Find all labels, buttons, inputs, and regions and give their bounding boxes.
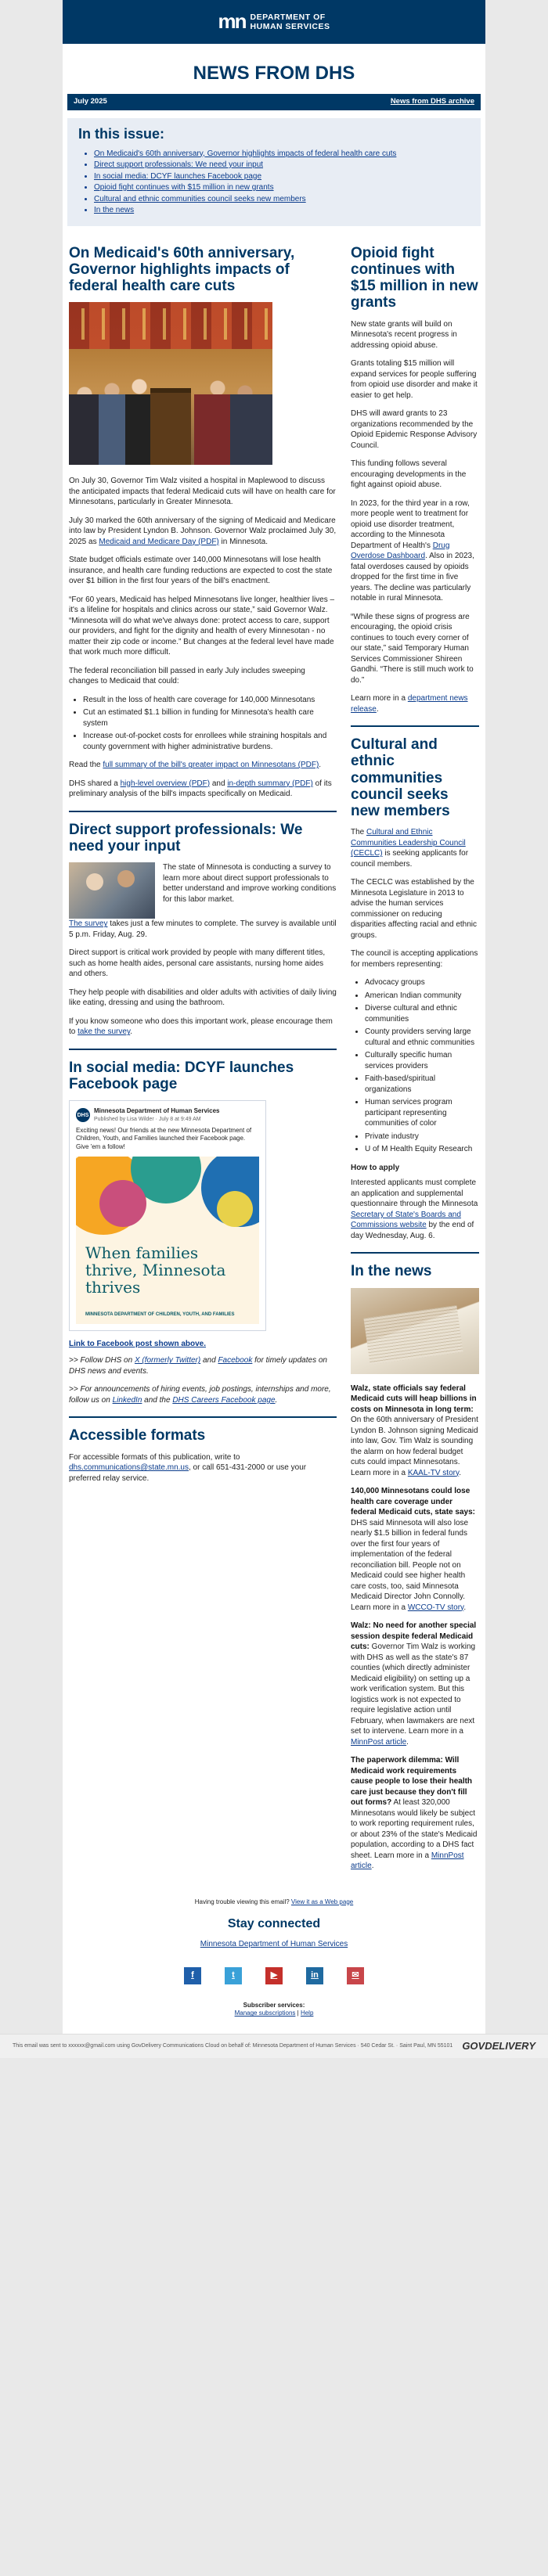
dcyf-graphic	[76, 1157, 259, 1324]
list-item: • Human services program participant representing communities of color	[365, 1097, 479, 1129]
opioid-heading: Opioid fight continues with $15 million in new grants	[351, 244, 478, 311]
sos-boards-link[interactable]: Secretary of State's Boards and Commissions website	[351, 1210, 461, 1230]
social-p2: >> For announcements of hiring events, job postings, internships and more, follow us on LinkedIn and the DHS Careers Facebook page.	[69, 1385, 331, 1405]
opioid-p4: This funding follows several encouraging developments in the fight against opioid abuse.	[351, 459, 467, 490]
content-columns	[63, 226, 485, 1880]
take-survey-link[interactable]: take the survey	[78, 1027, 131, 1037]
medicaid-p1: On July 30, Governor Tim Walz visited a hospital in Maplewood to discuss the anticipated impacts that federal Medicaid cuts will have on health care for Minnesotans, particularly in Greater Minnesota.	[69, 477, 336, 507]
list-item: • Cut an estimated $1.1 billion in funding for Minnesota's health care system	[83, 707, 337, 729]
medicaid-p6: Read the full summary of the bill's greater impact on Minnesotans (PDF).	[69, 761, 322, 770]
dhs-logo-text: DEPARTMENT OF HUMAN SERVICES	[250, 12, 330, 31]
news-item: Walz, state officials say federal Medicaid cuts will heap billions in costs on Minnesota in long term: On the 60th anniversary of President Lyndon B. Johnson signing Medicaid into law, Gov. Tim Walz is sounding the alarm on how federal budget cuts could impact Minnesotans. Learn more in a KAAL-TV story.	[351, 1383, 478, 1477]
list-item: • Result in the loss of health care coverage for 140,000 Minnesotans	[83, 695, 337, 706]
kaal-story-link[interactable]: KAAL-TV story	[407, 1468, 460, 1477]
cultural-p3: The council is accepting applications for members representing:	[351, 949, 478, 969]
in-depth-summary-link[interactable]: in-depth summary (PDF)	[227, 779, 313, 788]
cultural-bullets	[351, 977, 479, 1155]
accessible-heading: Accessible formats	[69, 1427, 206, 1445]
issue-link-social[interactable]: In social media: DCYF launches Facebook page	[94, 171, 262, 181]
ceclc-link[interactable]: Cultural and Ethnic Communities Leadership Council (CECLC)	[351, 828, 466, 858]
in-this-issue-box	[67, 118, 481, 225]
cultural-p4: Interested applicants must complete an application and supplemental questionnaire through the Minnesota Secretary of State's Boards and Commissions website by the end of day Wednesday, Aug. 6.	[351, 1178, 478, 1240]
overview-link[interactable]: high-level overview (PDF)	[120, 779, 211, 788]
email-container	[63, 0, 485, 2034]
fb-post-author: Minnesota Department of Human Services	[94, 1107, 220, 1115]
section-divider	[351, 1252, 479, 1254]
dcyf-logo-text: MINNESOTA DEPARTMENT OF CHILDREN, YOUTH, AND FAMILIES	[85, 1311, 235, 1317]
youtube-icon[interactable]: ▶	[265, 1967, 283, 1984]
issue-link-news[interactable]: In the news	[94, 206, 135, 214]
x-link[interactable]: X (formerly Twitter)	[134, 1356, 201, 1365]
fb-post-meta: Published by Lisa Wilder · July 8 at 9:49 AM	[94, 1117, 201, 1123]
facebook-post-link[interactable]: Link to Facebook post shown above.	[69, 1339, 207, 1348]
dsp-p3: Direct support is critical work provided by people with many different titles, such as home health aides, personal care assistants, nursing home aides and others.	[69, 948, 326, 979]
social-heading: In social media: DCYF launches Facebook page	[69, 1059, 294, 1093]
issue-item	[94, 149, 470, 160]
accessible-p1: For accessible formats of this publication, write to dhs.communications@state.mn.us, or call 651-431-2000 or use your preferred relay service.	[69, 1452, 307, 1483]
cultural-p1: The Cultural and Ethnic Communities Leadership Council (CECLC) is seeking applicants for council members.	[351, 828, 469, 869]
overdose-dashboard-link[interactable]: Drug Overdose Dashboard	[351, 541, 450, 561]
dsp-p2: The survey takes just a few minutes to complete. The survey is available until 5 p.m. Friday, Aug. 29.	[69, 919, 337, 939]
medicaid-p7: DHS shared a high-level overview (PDF) and in-depth summary (PDF) of its preliminary analysis of the bill's impacts specifically on Medicaid.	[69, 779, 332, 799]
dsp-intro	[69, 862, 337, 919]
avatar: DHS	[76, 1108, 90, 1122]
dsp-p5: If you know someone who does this important work, please encourage them to take the survey.	[69, 1016, 333, 1037]
issue-item	[94, 160, 470, 171]
list-item: • American Indian community	[365, 991, 479, 1002]
news-item: 140,000 Minnesotans could lose health care coverage under federal Medicaid cuts, state says: DHS said Minnesota will also lose nearly $1.5 billion in federal funds over the first four years of implementation of the federal reconciliation bill. People not on Medicaid could see higher health care costs, too, said Minnesota Medicaid Director John Connolly. Learn more in a WCCO-TV story.	[351, 1487, 475, 1612]
archive-link[interactable]: News from DHS archive	[390, 97, 474, 106]
list-item: • Faith-based/spiritual organizations	[365, 1074, 479, 1095]
opioid-p6: “While these signs of progress are encouraging, the opioid crisis continues to touch every corner of our state,” said Temporary Human Services Commissioner Shireen Gandhi. “There is still much work to do.”	[351, 612, 474, 685]
linkedin-icon[interactable]: in	[306, 1967, 323, 1984]
help-link[interactable]: Help	[300, 2009, 314, 2017]
medicaid-bullets	[69, 695, 337, 753]
list-item: • County providers serving large cultural and ethnic communities	[365, 1027, 479, 1048]
section-divider	[69, 1416, 337, 1418]
govdelivery-logo: GOVDELIVERY	[462, 2040, 535, 2053]
issue-item	[94, 171, 470, 183]
web-page-link[interactable]: View it as a Web page	[290, 1898, 354, 1905]
facebook-icon[interactable]: f	[184, 1967, 201, 1984]
dsp-p4: They help people with disabilities and older adults with activities of daily living like eating, dressing and using the bathroom.	[69, 988, 337, 1008]
caregiver-photo	[69, 862, 155, 919]
trouble-viewing: Having trouble viewing this email? View it as a Web page	[194, 1898, 354, 1905]
list-item: • Diverse cultural and ethnic communities	[365, 1003, 479, 1024]
full-summary-link[interactable]: full summary of the bill's greater impact on Minnesotans (PDF)	[103, 761, 319, 770]
right-column	[351, 245, 479, 1880]
newspaper-photo	[351, 1288, 479, 1374]
news-release-link[interactable]: department news release	[351, 694, 468, 714]
issue-link-opioid[interactable]: Opioid fight continues with $15 million in new grants	[94, 183, 274, 192]
careers-facebook-link[interactable]: DHS Careers Facebook page	[172, 1395, 276, 1405]
issue-item	[94, 194, 470, 206]
issue-link-cultural[interactable]: Cultural and ethnic communities council seeks new members	[94, 194, 306, 203]
governor-press-photo	[69, 302, 272, 465]
dhs-header	[63, 0, 485, 44]
survey-link[interactable]: The survey	[69, 919, 108, 929]
list-item: • Culturally specific human services providers	[365, 1050, 479, 1071]
news-item: Walz: No need for another special session despite federal Medicaid cuts: Governor Tim Walz is working with DHS as well as the state's 87 counties (which directly administer Medicaid eligibility) on setting up a work verification system. But this logistics work is not expected to require legislative action until February, when lawmakers are next set to intervene. Learn more in a MinnPost article.	[351, 1621, 477, 1747]
medicaid-day-link[interactable]: Medicaid and Medicare Day (PDF)	[99, 537, 219, 546]
medicaid-p2: July 30 marked the 60th anniversary of the signing of Medicaid and Medicare into law by President Lyndon B. Johnson. Governor Walz proclaimed July 30, 2025 as Medicaid and Medicare Day (PDF) in Minnesota.	[69, 516, 337, 546]
in-this-issue-heading: In this issue:	[78, 126, 165, 142]
fb-post-text: Exciting news! Our friends at the new Minnesota Department of Children, Youth, and Families launched their Facebook page. Give 'em a follow!	[76, 1126, 252, 1151]
email-footer	[63, 1880, 485, 2034]
left-column	[69, 245, 344, 1880]
opioid-p5: In 2023, for the third year in a row, more people went to treatment for opioid use disorder treatment, according to the Minnesota Department of Health's Drug Overdose Dashboard. Also in 2023, fatal overdoses caused by opioids dropped for the first time in five years. The decline was particularly notable in rural Minnesota.	[351, 498, 474, 603]
dsp-p1: The state of Minnesota is conducting a survey to learn more about direct support professionals to better understand and improve working conditions for this labor market.	[163, 863, 337, 904]
minnpost-article-link[interactable]: MinnPost article	[351, 1737, 407, 1747]
medicaid-p5: The federal reconciliation bill passed in early July includes sweeping changes to Medicaid that could:	[69, 666, 305, 686]
list-item: • Private industry	[365, 1131, 479, 1142]
issue-date: July 2025	[74, 97, 107, 106]
news-item: The paperwork dilemma: Will Medicaid work requirements cause people to lose their health care just because they don't fill out forms? At least 320,000 Minnesotans would likely be subject to work reporting requirement rules, or about 23% of the state's Medicaid population, according to a DHS fact sheet. Learn more in a MinnPost article.	[351, 1756, 478, 1871]
section-divider	[69, 1049, 337, 1050]
facebook-post-card[interactable]	[69, 1100, 266, 1331]
minnpost-article-link[interactable]: MinnPost article	[351, 1851, 464, 1871]
subscriber-services: Subscriber services: Manage subscriptions | Help	[234, 2001, 314, 2017]
medicaid-p4: “For 60 years, Medicaid has helped Minnesotans live longer, healthier lives – it's a lifeline for hospitals and clinics across our state,” said Governor Walz. “Minnesota will do what we've always done: protect access to care, support our providers, and fight for the dignity and health of every Minnesotan - no matter their zip code or income.” But changes at the federal level have made that work much more difficult.	[69, 595, 335, 657]
issue-item	[94, 182, 470, 194]
how-to-apply-heading: How to apply	[351, 1163, 400, 1172]
list-item: • Advocacy groups	[365, 977, 479, 988]
stay-connected-heading: Stay connected	[227, 1917, 321, 1931]
wcco-story-link[interactable]: WCCO-TV story	[407, 1603, 464, 1612]
social-icons	[63, 1967, 485, 1984]
medicaid-heading: On Medicaid's 60th anniversary, Governor highlights impacts of federal health care cuts	[69, 244, 295, 295]
section-divider	[69, 811, 337, 812]
issue-list	[78, 149, 470, 217]
social-p1: >> Follow DHS on X (formerly Twitter) and Facebook for timely updates on DHS news and events.	[69, 1356, 327, 1376]
in-the-news-heading: In the news	[351, 1263, 432, 1280]
dsp-heading: Direct support professionals: We need your input	[69, 821, 303, 855]
list-item: • Increase out-of-pocket costs for enrollees while straining hospitals and county government with higher administrative burdens.	[83, 731, 337, 752]
opioid-p3: DHS will award grants to 23 organizations recommended by the Opioid Epidemic Response Advisory Council.	[351, 409, 478, 450]
opioid-p1: New state grants will build on Minnesota's recent progress in addressing opioid abuse.	[351, 319, 457, 350]
dateline-bar	[67, 94, 481, 110]
govdelivery-text: This email was sent to xxxxxx@gmail.com using GovDelivery Communications Cloud on behalf of: Minnesota Department of Human Services · 540 Cedar St. · Saint Paul, MN 55101	[13, 2043, 453, 2049]
govdelivery-bar	[0, 2034, 548, 2058]
opioid-p2: Grants totaling $15 million will expand services for people suffering from opioid use disorder and make it easier to get help.	[351, 359, 478, 400]
medicaid-p3: State budget officials estimate over 140,000 Minnesotans will lose health insurance, and health care funding reductions are expected to cost the state over $1 billion in the first four years of the bill's enactment.	[69, 556, 333, 586]
facebook-link[interactable]: Facebook	[218, 1356, 253, 1365]
dhs-home-link[interactable]: Minnesota Department of Human Services	[200, 1940, 348, 1949]
communications-email-link[interactable]: dhs.communications@state.mn.us	[69, 1463, 189, 1473]
issue-link-dsp[interactable]: Direct support professionals: We need your input	[94, 160, 264, 169]
mn-logo: mn	[218, 9, 246, 34]
email-icon[interactable]: ✉	[347, 1967, 364, 1984]
cultural-p2: The CECLC was established by the Minnesota Legislature in 2013 to advise the human services commissioner on reducing disparities affecting racial and ethnic groups.	[351, 878, 478, 940]
section-divider	[351, 725, 479, 727]
list-item: • U of M Health Equity Research	[365, 1144, 479, 1155]
issue-link-medicaid[interactable]: On Medicaid's 60th anniversary, Governor highlights impacts of federal health care cuts	[94, 149, 397, 158]
cultural-heading: Cultural and ethnic communities council seeks new members	[351, 736, 450, 820]
newsletter-title: NEWS FROM DHS	[193, 63, 355, 84]
manage-subscriptions-link[interactable]: Manage subscriptions	[234, 2009, 296, 2017]
x-icon[interactable]: t	[225, 1967, 242, 1984]
opioid-p7: Learn more in a department news release.	[351, 694, 468, 714]
podium	[150, 388, 191, 465]
issue-item	[94, 205, 470, 217]
linkedin-link[interactable]: LinkedIn	[112, 1395, 142, 1405]
fb-tagline: When families thrive, Minnesota thrives	[85, 1243, 226, 1297]
